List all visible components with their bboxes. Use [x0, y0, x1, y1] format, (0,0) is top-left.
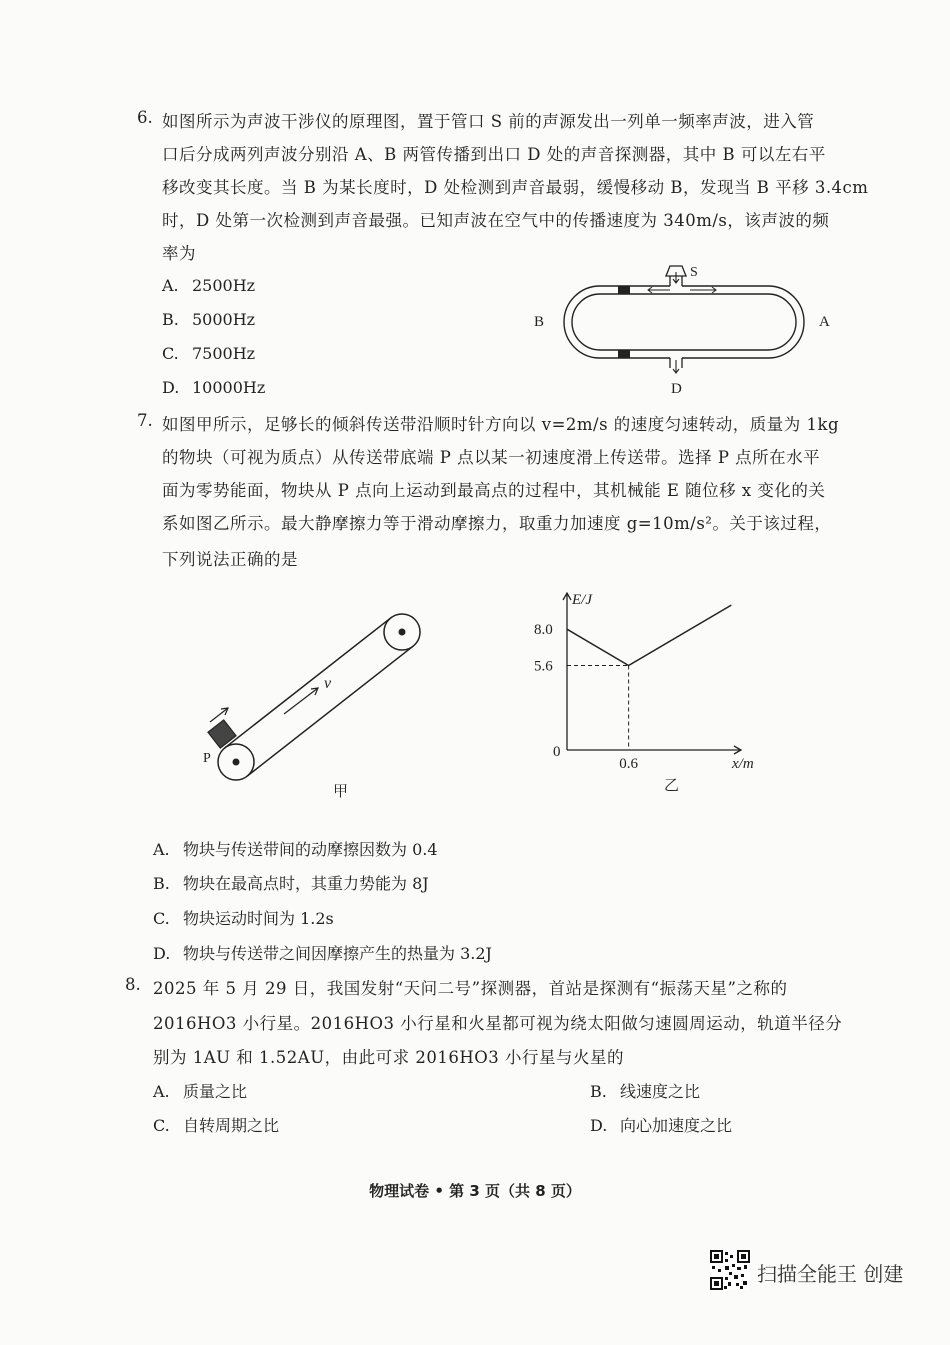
label-d: D [671, 381, 682, 397]
series-e-line [567, 605, 731, 665]
q7-text-line: 下列说法正确的是 [162, 550, 298, 569]
q8-option-a [153, 1079, 247, 1102]
option-label: B. [162, 310, 179, 329]
label-a: A [819, 314, 830, 330]
caption-yi: 乙 [664, 778, 680, 794]
q8-text-line: 2016HO3 小行星。2016HO3 小行星和火星都可视为绕太阳做匀速圆周运动，轨道半径分 [153, 1014, 843, 1033]
q6-text-line: 如图所示为声波干涉仪的原理图，置于管口 S 前的声源发出一列单一频率声波，进入管 [162, 112, 815, 131]
option-label: D. [153, 944, 171, 963]
label-p: P [203, 751, 211, 766]
q8-number: 8. [125, 975, 141, 994]
q6-option-c [162, 344, 255, 363]
q7-option-d [153, 941, 492, 964]
scanner-watermark: 扫描全能王 创建 [757, 1262, 904, 1286]
q7-text-line: 面为零势能面，物块从 P 点向上运动到最高点的过程中，其机械能 E 随位移 x 变化的关 [162, 481, 826, 500]
option-text: 物块运动时间为 1.2s [183, 909, 334, 928]
option-text: 5000Hz [192, 310, 256, 329]
q8-option-d [590, 1113, 732, 1136]
tube-a-outer [682, 286, 804, 358]
option-label: B. [153, 874, 170, 893]
q6-number: 6. [137, 108, 153, 127]
option-text: 向心加速度之比 [620, 1116, 733, 1135]
lower-pulley-axle [233, 759, 240, 766]
option-text: 物块在最高点时，其重力势能为 8J [183, 874, 429, 893]
option-label: C. [153, 1116, 170, 1135]
option-text: 物块与传送带之间因摩擦产生的热量为 3.2J [183, 944, 492, 963]
q8-text-line: 2025 年 5 月 29 日，我国发射“天问二号”探测器，首站是探测有“振荡天星”之称的 [153, 979, 788, 998]
q6-text-line: 时，D 处第一次检测到声音最强。已知声波在空气中的传播速度为 340m/s，该声波的频 [162, 211, 830, 230]
y-tick-label: 8.0 [534, 622, 553, 639]
option-label: A. [153, 840, 170, 859]
q7-number: 7. [137, 411, 153, 430]
label-v: v [324, 675, 332, 692]
q7-text-line: 系如图乙所示。最大静摩擦力等于滑动摩擦力，取重力加速度 g=10m/s²。关于该过程， [162, 514, 832, 533]
x-tick-label: 0.6 [619, 756, 638, 772]
q6-option-b [162, 310, 255, 329]
q6-interferometer-figure [520, 262, 850, 398]
option-text: 线速度之比 [620, 1082, 701, 1101]
tube-b-outer [564, 286, 670, 358]
q8-option-c [153, 1113, 279, 1136]
q7-text-line: 的物块（可视为质点）从传送带底端 P 点以某一初速度滑上传送带。选择 P 点所在水平 [162, 448, 821, 467]
option-text: 10000Hz [192, 378, 266, 397]
q7-option-b [153, 871, 429, 894]
belt-velocity-arrow [284, 688, 318, 714]
q8-text-line: 别为 1AU 和 1.52AU，由此可求 2016HO3 小行星与火星的 [153, 1048, 625, 1067]
caption-jia: 甲 [333, 784, 349, 800]
option-text: 物块与传送带间的动摩擦因数为 0.4 [183, 840, 438, 859]
y-tick-label: 5.6 [534, 658, 553, 675]
option-label: A. [153, 1082, 170, 1101]
q6-option-a [162, 276, 255, 295]
tube-inner [572, 294, 796, 350]
option-label: C. [153, 909, 170, 928]
q7-option-c [153, 906, 334, 929]
option-label: B. [590, 1082, 607, 1101]
option-label: D. [590, 1116, 608, 1135]
option-label: A. [162, 276, 179, 295]
y-axis-label: E/J [572, 592, 592, 608]
q7-energy-chart [520, 582, 780, 802]
joint-bottom [618, 350, 630, 358]
q6-text-line: 率为 [162, 244, 196, 263]
q6-option-d [162, 378, 265, 397]
label-s: S [690, 265, 698, 280]
belt-velocity-arrowhead [311, 688, 318, 695]
block-velocity-arrowhead [221, 708, 228, 715]
origin-label: 0 [553, 744, 561, 760]
option-text: 自转周期之比 [183, 1116, 280, 1135]
q7-conveyor-figure [190, 600, 440, 810]
qr-code-icon [710, 1250, 750, 1290]
x-axis-label: x/m [732, 756, 754, 772]
joint-top [618, 286, 630, 294]
page-footer: 物理试卷 • 第 3 页（共 8 页） [369, 1182, 581, 1200]
option-text: 7500Hz [192, 344, 256, 363]
q7-option-a [153, 837, 438, 860]
option-text: 质量之比 [183, 1082, 248, 1101]
option-text: 2500Hz [192, 276, 256, 295]
label-b: B [534, 314, 545, 330]
q6-text-line: 口后分成两列声波分别沿 A、B 两管传播到出口 D 处的声音探测器，其中 B 可以左右平 [162, 145, 826, 164]
upper-pulley-axle [399, 629, 406, 636]
option-label: D. [162, 378, 180, 397]
q8-option-b [590, 1079, 700, 1102]
q6-text-line: 移改变其长度。当 B 为某长度时，D 处检测到声音最弱，缓慢移动 B，发现当 B 平移 3.4cm [162, 178, 869, 197]
q7-text-line: 如图甲所示，足够长的倾斜传送带沿顺时针方向以 v=2m/s 的速度匀速转动，质量为 1kg [162, 415, 840, 434]
option-label: C. [162, 344, 179, 363]
